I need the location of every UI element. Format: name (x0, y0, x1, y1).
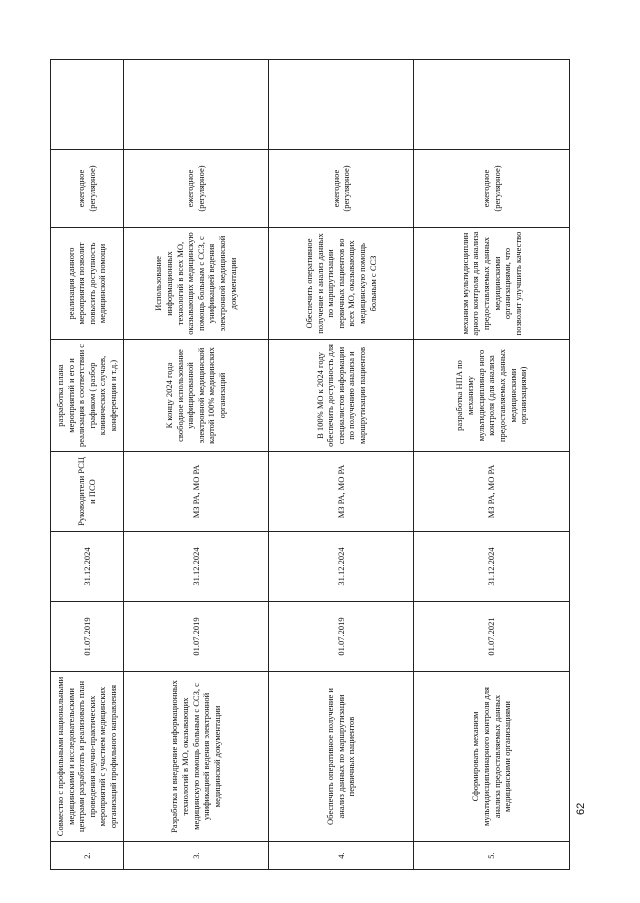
table-row (268, 60, 413, 870)
row-periodicity: ежегодное (регулярное) (268, 150, 413, 228)
row-empty-cell (414, 60, 570, 150)
row-start-date: 01.07.2019 (268, 602, 413, 672)
row-empty-cell (268, 60, 413, 150)
row-responsible: МЗ РА, МО РА (414, 452, 570, 532)
row-result: разработка плана мероприятий и его и реализация в соответствии с графиком ( разбор клинических случаев, конференции и т.д.) (51, 340, 124, 452)
row-number: 2. (51, 842, 124, 870)
activity-table (50, 59, 570, 870)
row-responsible: МЗ РА, МО РА (268, 452, 413, 532)
rotated-table-container (50, 60, 570, 870)
row-end-date: 31.12.2024 (123, 532, 268, 602)
row-result: В 100% МО к 2024 году обеспечить доступность для специалистов информации по получению анализа и маршрутизации пациентов (268, 340, 413, 452)
row-effect: Обеспечить оперативное получение и анализ данных по маршрутизации первичных пациентов во всех МО, оказывающих медицинскую помощь больным с ССЗ (268, 228, 413, 340)
row-start-date: 01.07.2019 (51, 602, 124, 672)
row-number: 4. (268, 842, 413, 870)
row-empty-cell (123, 60, 268, 150)
table-row (123, 60, 268, 870)
row-responsible: Руководители РСЦ и ПСО (51, 452, 124, 532)
row-end-date: 31.12.2024 (268, 532, 413, 602)
row-periodicity: ежегодное (регулярное) (123, 150, 268, 228)
row-empty-cell (51, 60, 124, 150)
row-end-date: 31.12.2024 (414, 532, 570, 602)
row-periodicity: ежегодное (регулярное) (414, 150, 570, 228)
row-description: Совместно с профильными национальными медицинскими и исследовательскими центрами разработать и реализовать план проведения научно-практических мероприятий с участием медицинских организаций профильного направления (51, 672, 124, 842)
row-start-date: 01.07.2021 (414, 602, 570, 672)
row-start-date: 01.07.2019 (123, 602, 268, 672)
row-result: К концу 2024 года свободное использование унифицированной электронной медицинской картой 100% медицинских организаций (123, 340, 268, 452)
row-description: Сформировать механизм мультидисциплинарного контроля для анализа предоставляемых данных медицинскими организациями (414, 672, 570, 842)
row-effect: реализация данного мероприятия позволит повысить доступность медицинской помощи (51, 228, 124, 340)
row-description: Обеспечить оперативное получение и анализ данных по маршрутизации первичных пациентов (268, 672, 413, 842)
row-number: 3. (123, 842, 268, 870)
row-number: 5. (414, 842, 570, 870)
page-number: 62 (575, 802, 587, 815)
table-row (414, 60, 570, 870)
row-periodicity: ежегодное (регулярное) (51, 150, 124, 228)
row-effect: механизм мультидисциплин арного контроля для анализа предоставляемых данных медицинскими организациями, что позволит улучшить качество (414, 228, 570, 340)
row-effect: Использование информационных технологий в всех МО, оказывающих медицинскую помощь больным с ССЗ, с унификацией ведения электронной медицинской документации (123, 228, 268, 340)
row-responsible: МЗ РА, МО РА (123, 452, 268, 532)
table-row (51, 60, 124, 870)
row-end-date: 31.12.2024 (51, 532, 124, 602)
row-result: разработка НПА по механизму мультидисциплинар ного контроля (для анализа предоставляемых данных медицинскими организациями) (414, 340, 570, 452)
row-description: Разработка и внедрение информационных технологий в МО, оказывающих медицинскую помощь больным с ССЗ, с унификацией ведения электронной медицинской документации (123, 672, 268, 842)
